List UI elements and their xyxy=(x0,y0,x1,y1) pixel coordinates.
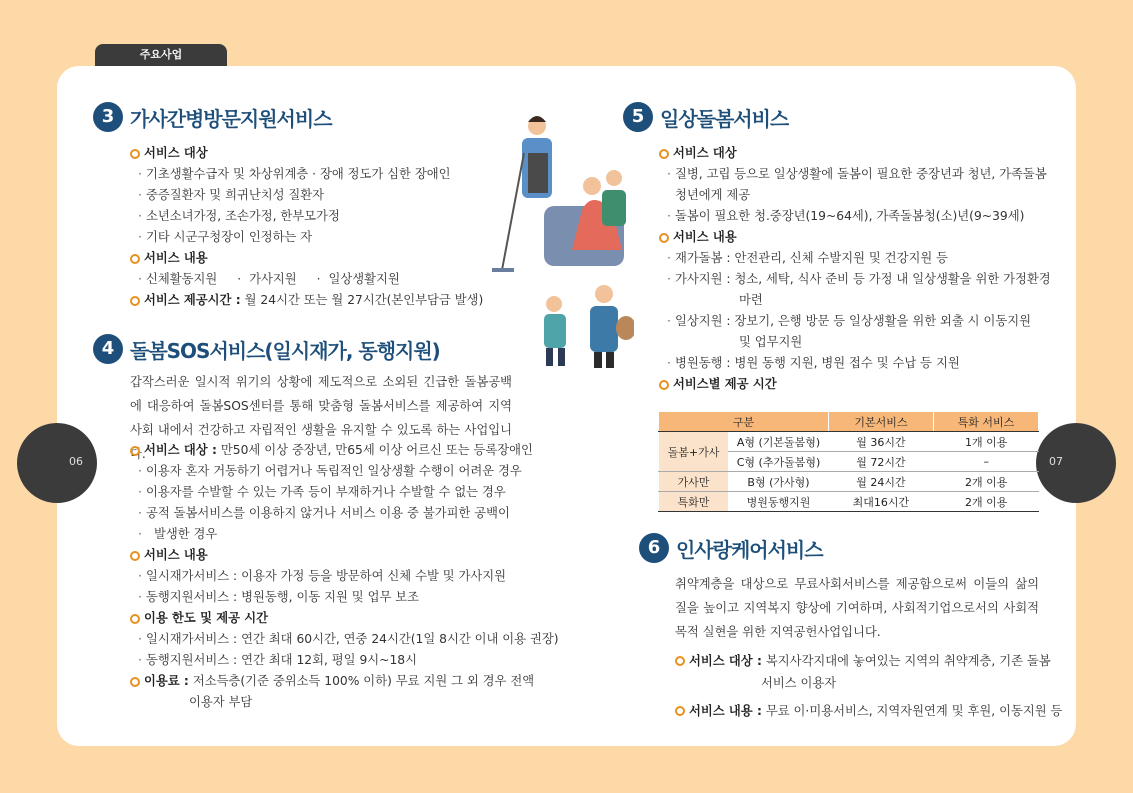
bullet-icon xyxy=(130,149,140,159)
section-title: 가사간병방문지원서비스 xyxy=(130,106,332,131)
bullet-icon xyxy=(675,656,685,666)
bullet-icon xyxy=(130,551,140,561)
bullet-icon xyxy=(675,706,685,716)
section-5-heading xyxy=(623,102,788,132)
page-number-left: 06 xyxy=(17,423,97,503)
table-row: 특화만 병원동행지원 최대16시간 2개 이용 xyxy=(659,492,1039,512)
section-number: 5 xyxy=(623,102,653,132)
list-item: · 일상지원 : 장보기, 은행 방문 등 일상생활을 위한 외출 시 이동지원 xyxy=(659,311,1051,332)
section-title: 일상돌봄서비스 xyxy=(660,106,789,131)
table-row: 돌봄+가사 A형 (기본돌봄형) 월 36시간 1개 이용 xyxy=(659,432,1039,452)
section-6-intro: 취약계층을 대상으로 무료사회서비스를 제공함으로써 이들의 삶의 질을 높이고 지역복지 향상에 기여하며, 사회적기업으로서의 사회적 목적 실현을 위한 지역공헌사업입니다. xyxy=(675,577,1039,639)
section-number: 4 xyxy=(93,334,123,364)
column-header: 구분 xyxy=(659,412,829,432)
list-item: · 재가돌봄 : 안전관리, 신체 수발지원 및 건강지원 등 xyxy=(659,248,1051,269)
section-6-body: 서비스 대상 : 복지사각지대에 놓여있는 지역의 취약계층, 기존 돌봄 서비스 이용자 서비스 내용 : 무료 이·미용서비스, 지역자원연계 및 후원, 이동지원 등 xyxy=(675,650,1062,722)
bullet-icon xyxy=(130,254,140,264)
list-item: · 공적 돌봄서비스를 이용하지 않거나 서비스 이용 중 불가피한 공백이 xyxy=(130,503,559,524)
section-title: 인사랑케어서비스 xyxy=(676,537,823,562)
list-item: · 동행지원서비스 : 병원동행, 이동 지원 및 업무 보조 xyxy=(130,587,559,608)
section-tag: 주요사업 xyxy=(95,44,227,68)
section-4-intro: 갑작스러운 일시적 위기의 상황에 제도적으로 소외된 긴급한 돌봄공백에 대응하여 돌봄SOS센터를 통해 맞춤형 돌봄서비스를 제공하여 지역사회 내에서 건강하고 자립적인 생활을 유지할 수 있도록 하는 사업입니다. xyxy=(130,375,512,461)
list-item: · 기타 시군구청장이 인정하는 자 xyxy=(130,227,483,248)
list-item: · 기초생활수급자 및 차상위계층 · 장애 정도가 심한 장애인 xyxy=(130,164,483,185)
page-number-right: 07 xyxy=(1036,423,1116,503)
bullet-icon xyxy=(130,446,140,456)
list-item: · 중증질환자 및 희귀난치성 질환자 xyxy=(130,185,483,206)
bullet-icon xyxy=(659,233,669,243)
list-item-continued: · 발생한 경우 xyxy=(130,524,559,545)
list-item: · 소년소녀가정, 조손가정, 한부모가정 xyxy=(130,206,483,227)
list-item: · 신체활동지원 · 가사지원 · 일상생활지원 xyxy=(130,269,483,290)
bullet-icon xyxy=(659,149,669,159)
bullet-icon xyxy=(130,677,140,687)
fee-continued: 이용자 부담 xyxy=(189,695,253,709)
section-4-heading xyxy=(93,334,440,364)
caregivers-illustration xyxy=(484,108,634,368)
list-item-continued: 마련 xyxy=(739,293,763,307)
section-6-heading xyxy=(639,533,823,563)
list-item: · 돌봄이 필요한 청.중장년(19~64세), 가족돌봄청(소)년(9~39세) xyxy=(659,206,1051,227)
section-5-body: 서비스 대상 · 질병, 고립 등으로 일상생활에 돌봄이 필요한 중장년과 청년, 가족돌봄 청년에게 제공 · 돌봄이 필요한 청.중장년(19~64세), 가족돌봄청(소)년(9~39세) 서비스 내용 · 재가돌봄 : 안전관리, 신체 수발지원 및 건강지원 등 · 가사지원 : 청소, 세탁, 식사 준비 등 가정 내 일상생활을 위한 가정환경 마련 · 일상지원 : 장보기, 은행 방문 등 일상생활을 위한 외출 시 이동지원 및 업무지원 · 병원동행 : 병원 동행 지원, 병원 접수 및 수납 등 지원 서비스별 제공 시간 xyxy=(659,143,1051,395)
table-header-row xyxy=(659,412,1039,432)
section-number: 6 xyxy=(639,533,669,563)
target-continued: 서비스 이용자 xyxy=(761,676,837,690)
bullet-icon xyxy=(659,380,669,390)
column-header: 특화 서비스 xyxy=(933,412,1038,432)
table-row: 가사만 B형 (가사형) 월 24시간 2개 이용 xyxy=(659,472,1039,492)
bullet-icon xyxy=(130,296,140,306)
section-title: 돌봄SOS서비스(일시재가, 동행지원) xyxy=(130,338,440,363)
list-item: · 이용자 혼자 거동하기 어렵거나 독립적인 일상생활 수행이 어려운 경우 xyxy=(130,461,559,482)
section-number: 3 xyxy=(93,102,123,132)
list-item: · 가사지원 : 청소, 세탁, 식사 준비 등 가정 내 일상생활을 위한 가정환경 xyxy=(659,269,1051,290)
section-3-body: 서비스 대상 · 기초생활수급자 및 차상위계층 · 장애 정도가 심한 장애인 · 중증질환자 및 희귀난치성 질환자 · 소년소녀가정, 조손가정, 한부모가정 · 기타 시군구청장이 인정하는 자 서비스 내용 · 신체활동지원 · 가사지원 · 일상생활지원 서비스 제공시간 : 월 24시간 또는 월 27시간(본인부담금 발생) xyxy=(130,143,483,311)
list-item: · 병원동행 : 병원 동행 지원, 병원 접수 및 수납 등 지원 xyxy=(659,353,1051,374)
list-item-continued: 청년에게 제공 xyxy=(675,188,751,202)
list-item: · 동행지원서비스 : 연간 최대 12회, 평일 9시~18시 xyxy=(130,650,559,671)
list-item-continued: 및 업무지원 xyxy=(739,335,803,349)
section-4-body: 서비스 대상 : 만50세 이상 중장년, 만65세 이상 어르신 또는 등록장애인 · 이용자 혼자 거동하기 어렵거나 독립적인 일상생활 수행이 어려운 경우 · 이용자를 수발할 수 있는 가족 등이 부재하거나 수발할 수 없는 경우 · 공적 돌봄서비스를 이용하지 않거나 서비스 이용 중 불가피한 공백이 · 발생한 경우 서비스 내용 · 일시재가서비스 : 이용자 가정 등을 방문하여 신체 수발 및 가사지원 · 동행지원서비스 : 병원동행, 이동 지원 및 업무 보조 이용 한도 및 제공 시간 · 일시재가서비스 : 연간 최대 60시간, 연중 24시간(1일 8시간 이내 이용 권장) · 동행지원서비스 : 연간 최대 12회, 평일 9시~18시 이용료 : 저소득층(기준 중위소득 100% 이하) 무료 지원 그 외 경우 전액 이용자 부담 xyxy=(130,440,559,713)
list-item: · 일시재가서비스 : 이용자 가정 등을 방문하여 신체 수발 및 가사지원 xyxy=(130,566,559,587)
service-hours-table xyxy=(658,411,1039,512)
list-item: · 이용자를 수발할 수 있는 가족 등이 부재하거나 수발할 수 없는 경우 xyxy=(130,482,559,503)
section-3-heading xyxy=(93,102,332,132)
list-item: · 일시재가서비스 : 연간 최대 60시간, 연중 24시간(1일 8시간 이내 이용 권장) xyxy=(130,629,559,650)
column-header: 기본서비스 xyxy=(829,412,934,432)
list-item: · 질병, 고립 등으로 일상생활에 돌봄이 필요한 중장년과 청년, 가족돌봄 xyxy=(659,164,1051,185)
content-card xyxy=(57,66,1076,746)
table-row: C형 (추가돌봄형) 월 72시간 – xyxy=(659,452,1039,472)
bullet-icon xyxy=(130,614,140,624)
